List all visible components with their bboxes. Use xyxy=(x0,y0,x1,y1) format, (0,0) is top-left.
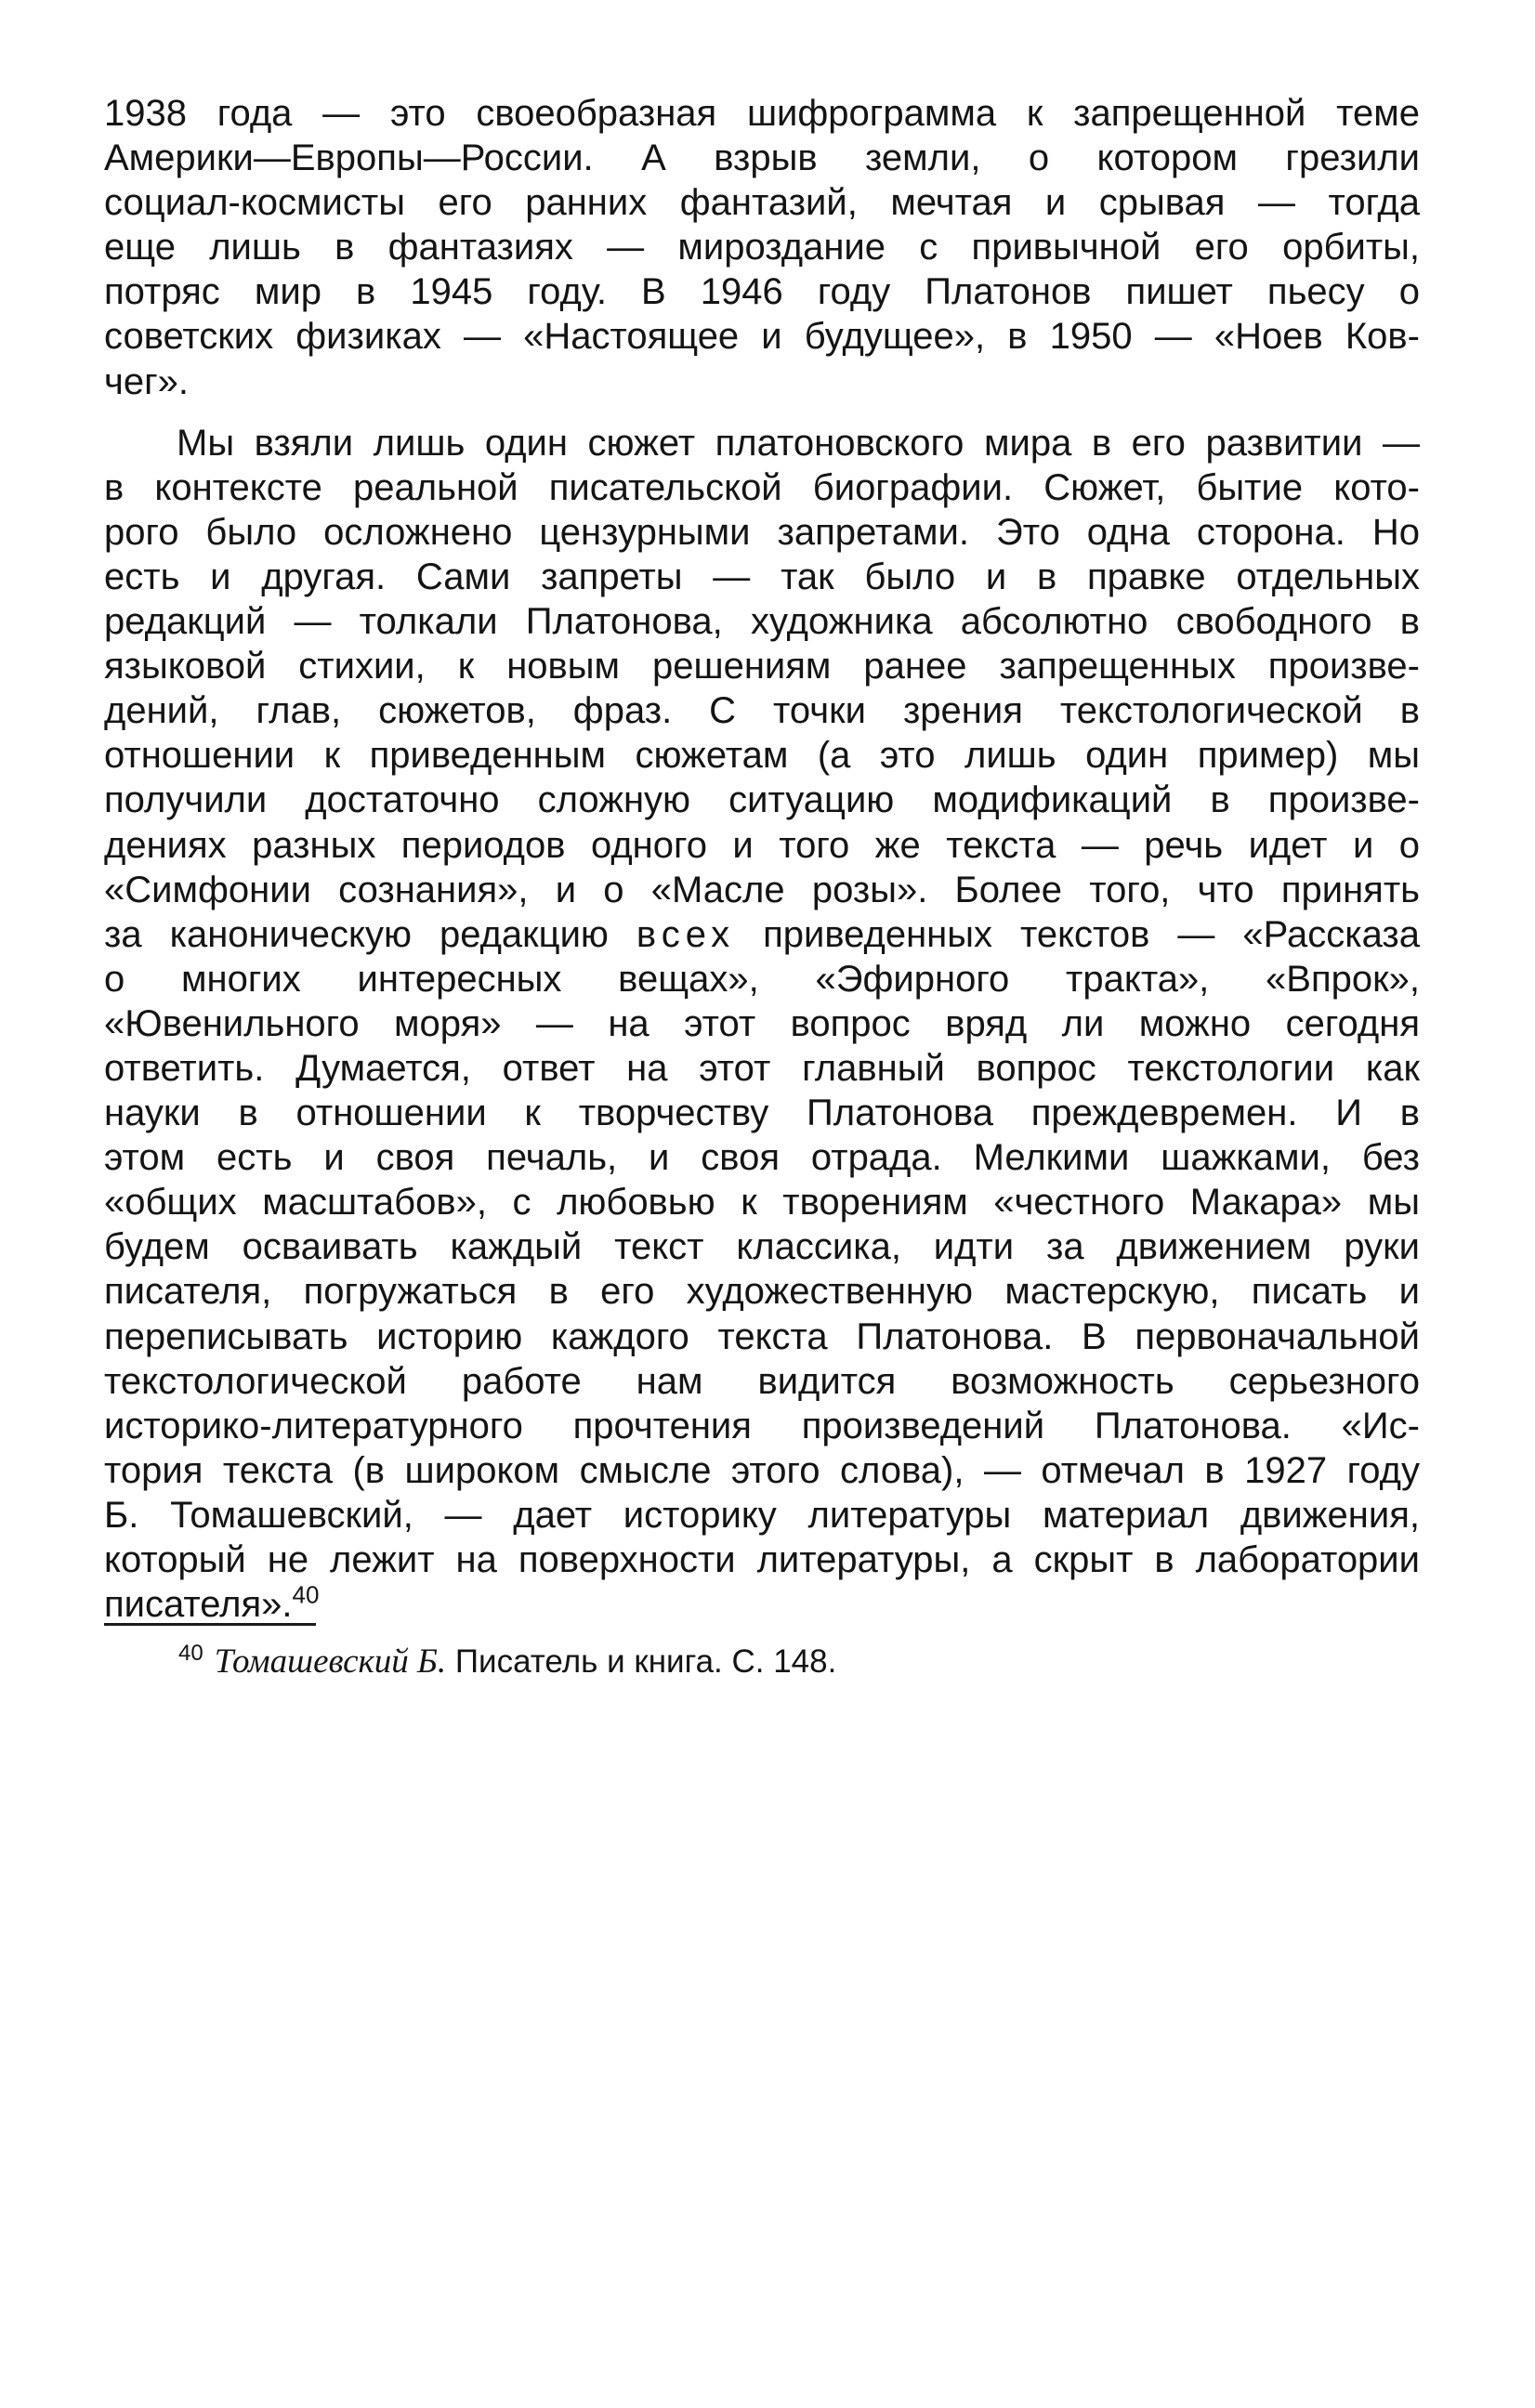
text-line: ответить. Думается, ответ на этот главный вопрос текстологии как xyxy=(104,1047,1420,1089)
text-line: редакций — толкали Платонова, художника абсолютно свободного в xyxy=(104,601,1420,643)
footnote-reference[interactable]: 40 xyxy=(292,1580,320,1609)
text-fragment: приведенных текстов — «Рассказа xyxy=(735,913,1420,955)
text-line: переписывать историю каждого текста Платонова. В первоначальной xyxy=(104,1315,1420,1357)
text-line: этом есть и своя печаль, и своя отрада. Мелкими шажками, без xyxy=(104,1137,1420,1179)
text-line-last xyxy=(104,1582,1420,1627)
footnote xyxy=(178,1641,836,1683)
footnote-text: Писатель и книга. С. 148. xyxy=(454,1643,837,1680)
text-line: будем осваивать каждый текст классика, идти за движением руки xyxy=(104,1226,1420,1268)
text-line: дениях разных периодов одного и того же текста — речь идет и о xyxy=(104,824,1420,866)
text-line: еще лишь в фантазиях — мироздание с привычной его орбиты, xyxy=(104,227,1420,268)
text-line: Б. Томашевский, — дает историку литературы материал движения, xyxy=(104,1494,1420,1536)
text-line: текстологической работе нам видится возможность серьезного xyxy=(104,1360,1420,1402)
text-line: историко-литературного прочтения произведений Платонова. «Ис- xyxy=(104,1405,1420,1446)
text-fragment: писателя». xyxy=(104,1584,293,1626)
text-line-spaced xyxy=(104,912,1420,957)
text-line: потряс мир в 1945 году. В 1946 году Платонов пишет пьесу о xyxy=(104,271,1420,313)
page-body xyxy=(104,91,1420,1627)
footnote-divider xyxy=(104,1623,316,1626)
text-line: который не лежит на поверхности литературы, а скрыт в лаборатории xyxy=(104,1539,1420,1580)
text-line: «Ювенильного моря» — на этот вопрос вряд ли можно сегодня xyxy=(104,1002,1420,1044)
footnote-number: 40 xyxy=(178,1641,203,1667)
paragraph-gap xyxy=(104,404,1420,421)
text-fragment: за каноническую редакцию xyxy=(104,913,636,955)
text-line: Мы взяли лишь один сюжет платоновского мира в его развитии — xyxy=(177,422,1420,464)
text-line: советских физиках — «Настоящее и будущее», в 1950 — «Ноев Ков- xyxy=(104,316,1420,358)
text-line: Америки—Европы—России. А взрыв земли, о котором грезили xyxy=(104,137,1420,179)
text-line: науки в отношении к творчеству Платонова преждевремен. И в xyxy=(104,1093,1420,1134)
text-line: чег». xyxy=(104,360,190,402)
text-line: тория текста (в широком смысле этого слова), — отмечал в 1927 году xyxy=(104,1449,1420,1491)
text-line: получили достаточно сложную ситуацию модификаций в произве- xyxy=(104,779,1420,821)
text-line: «Симфонии сознания», и о «Масле розы». Более того, что принять xyxy=(104,869,1420,910)
text-line: писателя, погружаться в его художественную мастерскую, писать и xyxy=(104,1271,1420,1313)
text-line: в контексте реальной писательской биографии. Сюжет, бытие кото- xyxy=(104,466,1420,508)
text-line: социал-космисты его ранних фантазий, мечтая и срывая — тогда xyxy=(104,182,1420,224)
text-line: есть и другая. Сами запреты — так было и в правке отдельных xyxy=(104,556,1420,597)
spaced-emphasis: всех xyxy=(636,913,736,955)
text-line: дений, глав, сюжетов, фраз. С точки зрения текстологической в xyxy=(104,690,1420,732)
paragraph-2 xyxy=(104,421,1420,1628)
text-line: рого было осложнено цензурными запретами. Это одна сторона. Но xyxy=(104,511,1420,553)
paragraph-1 xyxy=(104,91,1420,404)
text-line: 1938 года — это своеобразная шифрограмма к запрещенной теме xyxy=(104,93,1420,134)
text-line: «общих масштабов», с любовью к творениям «честного Макара» мы xyxy=(104,1182,1420,1224)
text-line: языковой стихии, к новым решениям ранее запрещенных произве- xyxy=(104,646,1420,687)
footnote-author: Томашевский Б. xyxy=(214,1642,447,1681)
text-line: о многих интересных вещах», «Эфирного тракта», «Впрок», xyxy=(104,958,1420,1000)
text-line: отношении к приведенным сюжетам (а это лишь один пример) мы xyxy=(104,735,1420,777)
